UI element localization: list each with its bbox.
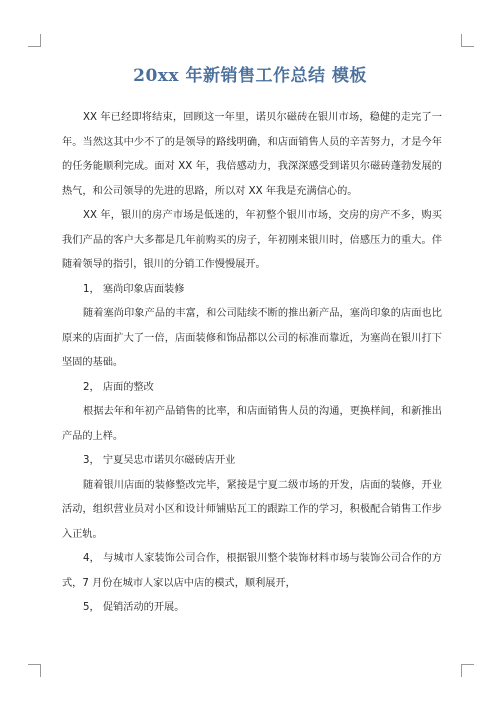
section-heading: 1， 塞尚印象店面装修 [83,283,185,295]
page-corner-mark-top-left [28,34,41,47]
section-heading: 2， 店面的整改 [83,381,154,393]
page-corner-mark-bottom-right [461,664,474,677]
section-heading: 5， 促销活动的开展。 [83,602,185,613]
paragraph: XX 年，银川的房产市场是低迷的，年初整个银川市场，交房的房产不多，购买我们产品的客户大多都是几年前购买的房子，年初刚来银川时，倍感压力的重大。伴随着领导的指引，银川的分销工作慢慢展开。 [62,210,442,270]
section-heading: 3， 宁夏吴忠市诺贝尔磁砖店开业 [83,455,236,466]
document-title: 20xx 年新销售工作总结 模板 [133,66,367,86]
page-corner-mark-bottom-left [28,664,41,677]
page-corner-mark-top-right [461,34,474,47]
paragraph: 4， 与城市人家装饰公司合作，根据银川整个装饰材料市场与装饰公司合作的方式，7 月份在城市人家以店中店的模式，顺利展开， [62,553,442,589]
document-body [62,106,442,621]
paragraph: XX 年已经即将结束，回顾这一年里，诺贝尔磁砖在银川市场，稳健的走完了一年。当然这其中少不了的是领导的路线明确，和店面销售人员的辛苦努力，才是今年的任务能顺利完成。面对 XX 年，我倍感动力，我深深感受到诺贝尔磁砖蓬勃发展的热气，和公司领导的先进的思路，所以对 XX 年我是充满信心的。 [62,112,442,197]
paragraph: 根据去年和年初产品销售的比率，和店面销售人员的沟通，更换样间，和新推出产品的上样。 [62,406,442,442]
paragraph: 随着银川店面的装修整改完毕，紧接是宁夏二级市场的开发，店面的装修，开业活动，组织营业员对小区和设计师铺贴瓦工的跟踪工作的学习，积极配合销售工作步入正轨。 [62,479,442,540]
paragraph: 随着塞尚印象产品的丰富，和公司陆续不断的推出新产品，塞尚印象的店面也比原来的店面扩大了一倍，店面装修和饰品都以公司的标准而靠近，为塞尚在银川打下坚固的基础。 [62,308,442,368]
